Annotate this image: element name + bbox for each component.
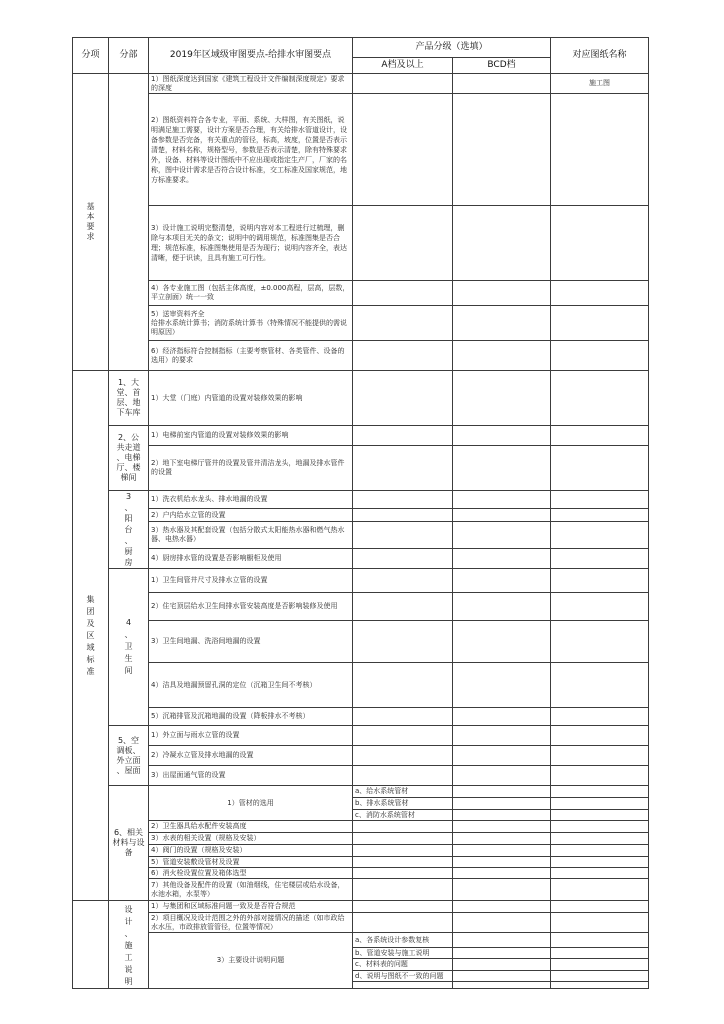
grade-bcd-cell — [453, 857, 551, 868]
drawing-name-cell — [551, 569, 649, 593]
sub-item-cell: b、排水系统管材 — [353, 798, 453, 810]
drawing-name-cell — [551, 810, 649, 821]
grade-bcd-cell — [453, 621, 551, 663]
grade-bcd-cell — [453, 913, 551, 933]
grade-bcd-cell — [453, 901, 551, 913]
grade-bcd-cell — [453, 306, 551, 341]
division-label-corridor: 2、公共走道、电梯厅、楼梯间 — [116, 433, 141, 482]
requirement-text: 1）卫生间管井尺寸及排水立管的设置 — [149, 569, 353, 593]
grade-bcd-cell — [453, 786, 551, 798]
drawing-name-cell — [551, 933, 649, 948]
requirement-text: 2）卫生器具给水配件安装高度 — [149, 821, 353, 833]
table-row — [73, 708, 649, 726]
requirement-text: 2）地下室电梯厅管井的设置及管井清洁龙头，地漏及排水管件的设置 — [149, 446, 353, 491]
table-row — [73, 491, 649, 509]
drawing-name-cell — [551, 959, 649, 971]
grade-bcd-cell — [453, 726, 551, 746]
requirement-text: 4）阀门的设置（规格及安装） — [149, 845, 353, 857]
table-row — [73, 933, 649, 948]
grade-a-cell — [353, 491, 453, 509]
table-row — [73, 306, 649, 341]
drawing-name-cell — [551, 845, 649, 857]
requirement-text: 2）住宅顶层给水卫生间排水管安装高度是否影响装修及使用 — [149, 593, 353, 621]
drawing-name-cell — [551, 371, 649, 426]
header-row-1 — [73, 38, 649, 58]
requirement-text: 3）主要设计说明问题 — [149, 933, 353, 989]
grade-bcd-cell — [453, 821, 551, 833]
division-label-lobby: 1、大堂、首层、地下车库 — [116, 378, 141, 417]
table-row — [73, 522, 649, 549]
grade-bcd-cell — [453, 746, 551, 766]
grade-bcd-cell — [453, 766, 551, 786]
grade-a-cell — [353, 341, 453, 371]
table-row — [73, 766, 649, 786]
grade-bcd-cell — [453, 868, 551, 879]
division-label-design-notes: 设计、施工说明 — [124, 905, 133, 986]
grade-bcd-cell — [453, 206, 551, 281]
table-row — [73, 371, 649, 426]
table-row — [73, 833, 649, 845]
table-row — [73, 821, 649, 833]
drawing-name-cell — [551, 549, 649, 569]
drawing-name-cell — [551, 857, 649, 868]
requirement-text: 3）出屋面通气管的设置 — [149, 766, 353, 786]
drawing-name-cell — [551, 593, 649, 621]
requirement-text: 1）大堂（门庭）内管道的设置对装修效果的影响 — [149, 371, 353, 426]
section-cell-design — [73, 901, 109, 989]
drawing-name-cell — [551, 621, 649, 663]
grade-bcd-cell — [453, 426, 551, 446]
requirement-text: 1）电梯前室内管道的设置对装修效果的影响 — [149, 426, 353, 446]
grade-a-cell — [353, 766, 453, 786]
grade-bcd-cell — [453, 845, 551, 857]
grade-a-cell — [353, 857, 453, 868]
drawing-name-cell — [551, 766, 649, 786]
requirement-text: 1）与集团和区域标准问题一致及是否符合规范 — [149, 901, 353, 913]
grade-bcd-cell — [453, 509, 551, 522]
header-review-points: 2019年区域级审图要点-给排水审图要点 — [149, 38, 353, 74]
drawing-name-cell: 施工图 — [551, 74, 649, 94]
grade-a-cell — [353, 913, 453, 933]
drawing-name-cell — [551, 281, 649, 306]
drawing-name-cell — [551, 341, 649, 371]
requirement-text: 1）管材的选用 — [149, 786, 353, 821]
table-row — [73, 857, 649, 868]
grade-bcd-cell — [453, 371, 551, 426]
drawing-name-cell — [551, 491, 649, 509]
drawing-name-cell — [551, 833, 649, 845]
requirement-text: 3）卫生间地漏、洗浴间地漏的设置 — [149, 621, 353, 663]
drawing-name-cell — [551, 971, 649, 982]
division-label-facade-roof: 5、空调板、外立面、屋面 — [116, 735, 141, 775]
grade-a-cell — [353, 446, 453, 491]
grade-a-cell — [353, 509, 453, 522]
grade-a-cell — [353, 708, 453, 726]
grade-bcd-cell — [453, 281, 551, 306]
division-label-bathroom: 4、卫生间 — [124, 618, 133, 675]
table-row — [73, 341, 649, 371]
drawing-name-cell — [551, 868, 649, 879]
drawing-name-cell — [551, 786, 649, 798]
grade-bcd-cell — [453, 549, 551, 569]
grade-bcd-cell — [453, 798, 551, 810]
requirement-text: 3）热水器及其配套设置（包括分散式太阳能热水器和燃气热水器、电热水器） — [149, 522, 353, 549]
drawing-name-cell — [551, 94, 649, 206]
drawing-name-cell — [551, 663, 649, 708]
requirement-text: 4）厨房排水管的设置是否影响橱柜及使用 — [149, 549, 353, 569]
grade-bcd-cell — [453, 879, 551, 901]
grade-a-cell — [353, 901, 453, 913]
requirement-text: 1）洗衣机给水龙头、排水地漏的设置 — [149, 491, 353, 509]
sub-item-cell: c、材料表的问题 — [353, 959, 453, 971]
grade-a-cell — [353, 746, 453, 766]
drawing-name-cell — [551, 426, 649, 446]
requirement-text: 3）水表的相关设置（规格及安装） — [149, 833, 353, 845]
grade-a-cell — [353, 206, 453, 281]
grade-bcd-cell — [453, 491, 551, 509]
drawing-name-cell — [551, 522, 649, 549]
table-row — [73, 845, 649, 857]
division-label-balcony-kitchen: 3、阳台、厨房 — [124, 492, 133, 567]
grade-a-cell — [353, 549, 453, 569]
drawing-name-cell — [551, 726, 649, 746]
drawing-name-cell — [551, 948, 649, 959]
requirement-text: 6）经济指标符合控制指标（主要考察管材、各类管件、设备的选用）的要求 — [149, 341, 353, 371]
table-row — [73, 206, 649, 281]
grade-a-cell — [353, 879, 453, 901]
header-grade-a: A档及以上 — [353, 58, 453, 74]
division-cell-bathroom — [109, 569, 149, 726]
requirement-text: 4）洁具及地漏预留孔洞的定位（沉箱卫生间不考核） — [149, 663, 353, 708]
grade-a-cell — [353, 621, 453, 663]
review-checklist-table — [72, 37, 649, 989]
requirement-text: 2）项目概况及设计范围之外的外部对接情况的描述（如市政给水水压，市政排放管管径，位置等情况） — [149, 913, 353, 933]
drawing-name-cell — [551, 306, 649, 341]
header-product-grade: 产品分级（选填） — [353, 38, 551, 58]
table-row — [73, 913, 649, 933]
sub-item-cell: c、消防水系统管材 — [353, 810, 453, 821]
grade-bcd-cell — [453, 971, 551, 982]
grade-a-cell — [353, 821, 453, 833]
division-cell-lobby — [109, 371, 149, 426]
grade-a-cell — [353, 306, 453, 341]
table-row — [73, 281, 649, 306]
section-label-basic: 基本要求 — [86, 202, 95, 241]
requirement-text: 5）送审资料齐全 给排水系统计算书；消防系统计算书（特殊情况不能提供的需说明原因） — [149, 306, 353, 341]
sub-item-cell: a、给水系统管材 — [353, 786, 453, 798]
table-row — [73, 746, 649, 766]
grade-bcd-cell — [453, 810, 551, 821]
sub-item-cell: a、各系统设计参数复核 — [353, 933, 453, 948]
table-row — [73, 868, 649, 879]
section-cell-group — [73, 371, 109, 901]
table-row — [73, 879, 649, 901]
table-row — [73, 786, 649, 798]
grade-a-cell — [353, 522, 453, 549]
table-row — [73, 663, 649, 708]
requirement-text: 2）户内给水立管的设置 — [149, 509, 353, 522]
table-row — [73, 509, 649, 522]
table-row — [73, 74, 649, 94]
grade-bcd-cell — [453, 663, 551, 708]
grade-bcd-cell — [453, 522, 551, 549]
grade-a-cell — [353, 371, 453, 426]
drawing-name-cell — [551, 446, 649, 491]
requirement-text: 2）冷凝水立管及排水地漏的设置 — [149, 746, 353, 766]
grade-a-cell — [353, 726, 453, 746]
section-label-group: 集团及区域标准 — [86, 594, 95, 676]
grade-a-cell — [353, 593, 453, 621]
table-row — [73, 593, 649, 621]
table-row — [73, 901, 649, 913]
grade-bcd-cell — [453, 933, 551, 948]
requirement-text: 5）沉箱排管及沉箱地漏的设置（降板排水不考核） — [149, 708, 353, 726]
drawing-name-cell — [551, 821, 649, 833]
division-cell-corridor — [109, 426, 149, 491]
sub-item-cell — [353, 982, 453, 989]
grade-bcd-cell — [453, 948, 551, 959]
grade-a-cell — [353, 426, 453, 446]
division-label-materials: 6、相关材料与设备 — [112, 828, 145, 857]
drawing-name-cell — [551, 509, 649, 522]
header-drawing-name: 对应图纸名称 — [551, 38, 649, 74]
division-cell-facade-roof — [109, 726, 149, 786]
table-row — [73, 726, 649, 746]
grade-bcd-cell — [453, 593, 551, 621]
grade-bcd-cell — [453, 341, 551, 371]
drawing-name-cell — [551, 708, 649, 726]
grade-a-cell — [353, 281, 453, 306]
grade-bcd-cell — [453, 708, 551, 726]
drawing-name-cell — [551, 913, 649, 933]
grade-a-cell — [353, 845, 453, 857]
drawing-name-cell — [551, 901, 649, 913]
requirement-text: 7）其他设备及配件的设置（如油烟线，住宅楼层或给水设备，水池水箱，水泵等） — [149, 879, 353, 901]
table-row — [73, 621, 649, 663]
requirement-text: 5）管道安装敷设管材及设置 — [149, 857, 353, 868]
sub-item-cell: b、管道安装与施工说明 — [353, 948, 453, 959]
grade-a-cell — [353, 833, 453, 845]
grade-a-cell — [353, 94, 453, 206]
grade-a-cell — [353, 663, 453, 708]
grade-a-cell — [353, 569, 453, 593]
division-cell-materials — [109, 786, 149, 901]
header-section: 分项 — [73, 38, 109, 74]
grade-bcd-cell — [453, 446, 551, 491]
table-row — [73, 549, 649, 569]
grade-bcd-cell — [453, 959, 551, 971]
requirement-text: 1）外立面与雨水立管的设置 — [149, 726, 353, 746]
requirement-text: 2）图纸资料符合各专业，平面、系统、大样图，有关图纸，说明满足施工需要，设计方案是否合理，有关给排水管道设计，设备参数是否完备，有关重点的管径，标高，坡度，位置是否表示清楚，材料名称，规格型号，参数是否表示清楚，除有特殊要求外，设备、材料等设计图纸中不应出现或指定生产厂，厂家的名称，图中设计需求是否符合设计标准，交工标准及国家规范，地方标准要求。 — [149, 94, 353, 206]
table-row — [73, 426, 649, 446]
table-row — [73, 569, 649, 593]
header-grade-bcd: BCD档 — [453, 58, 551, 74]
grade-a-cell — [353, 868, 453, 879]
table-row — [73, 446, 649, 491]
section-cell-basic — [73, 74, 109, 371]
grade-bcd-cell — [453, 982, 551, 989]
drawing-name-cell — [551, 206, 649, 281]
requirement-text: 1）图纸深度达到国家《建筑工程设计文件编制深度规定》要求的深度 — [149, 74, 353, 94]
grade-a-cell — [353, 74, 453, 94]
grade-bcd-cell — [453, 833, 551, 845]
grade-bcd-cell — [453, 94, 551, 206]
requirement-text: 4）各专业施工图（包括主体高度，±0.000高程，层高，层数，平立剖面）统一一致 — [149, 281, 353, 306]
grade-bcd-cell — [453, 74, 551, 94]
drawing-name-cell — [551, 798, 649, 810]
drawing-name-cell — [551, 879, 649, 901]
division-cell-balcony-kitchen — [109, 491, 149, 569]
header-division: 分部 — [109, 38, 149, 74]
table-row — [73, 94, 649, 206]
drawing-name-cell — [551, 746, 649, 766]
division-cell-design-notes — [109, 901, 149, 989]
requirement-text: 3）设计施工说明完整清楚，说明内容对本工程进行过梳理，删除与本项目无关的条文；说明中的调用规范，标准图集是否合理；规范标准，标准图集使用是否为现行；说明内容齐全，表达清晰，便于识读，且具有施工可行性。 — [149, 206, 353, 281]
sub-item-cell: d、说明与图纸不一致的问题 — [353, 971, 453, 982]
division-cell-basic — [109, 74, 149, 371]
grade-bcd-cell — [453, 569, 551, 593]
drawing-name-cell — [551, 982, 649, 989]
requirement-text: 6）消火栓设置位置及箱体选型 — [149, 868, 353, 879]
